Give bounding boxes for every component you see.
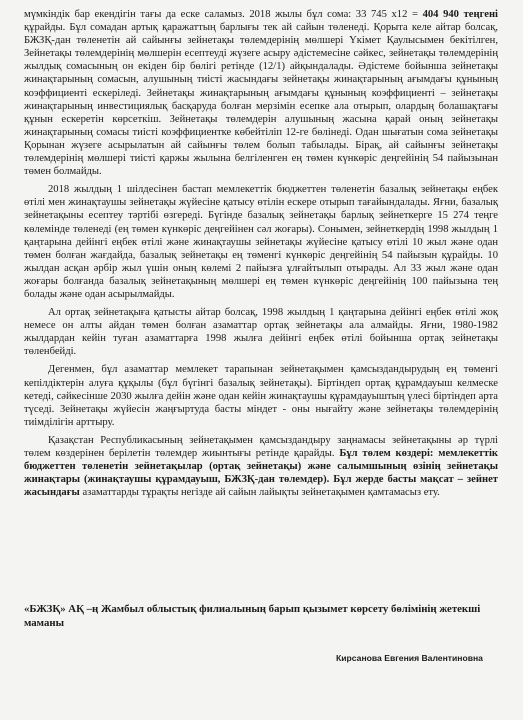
paragraph-5 bbox=[24, 434, 498, 499]
paragraph-3: Ал ортақ зейнетақыға қатысты айтар болсақ, 1998 жылдың 1 қаңтарына дейінгі еңбек өтілі жоқ немесе он алты айдан төмен болған азаматтар ортақ зейнетақы ала алмайды. Яғни, 1980-1982 жылдардан кейін туған азаматтарға 1998 жылға дейінгі еңбек өтілі бойынша ортақ зейнетақы төленбейді. bbox=[24, 307, 498, 358]
paragraph-5-bold-text: Бұл төлем көздері: мемлекеттік бюджеттен төленетін зейнетақылар (ортақ зейнетақы) және салымшының өзінің зейнетақы жинақтары (жинақтаушы құрамдауыш, БЖЗҚ-дан төлемдер). Бұл жерде басты мақсат – зейнет жасындағы bbox=[24, 448, 499, 499]
paragraph-1 bbox=[24, 8, 498, 178]
paragraph-5-text-a: Қазақстан Республикасының зейнетақымен қамсыздандыру заңнамасы зейнетақыны әр түрлі төлем көздерінен берілетін төлемдер жиынтығы ретінде қарайды. bbox=[24, 434, 498, 459]
author-position: «БЖЗҚ» АҚ –ң Жамбыл облыстық филиалының барып қызымет көрсету бөлімінің жетекші маманы bbox=[24, 603, 481, 629]
paragraph-1-text-a: мүмкіндік бар екендігін тағы да еске саламыз. 2018 жылы бұл сома: 33 745 х12 = bbox=[24, 9, 423, 20]
document-body bbox=[24, 8, 498, 499]
paragraph-2: 2018 жылдың 1 шілдесінен бастап мемлекеттік бюджеттен төленетін базалық зейнетақы еңбек өтілі мен жинақтаушы зейнетақы жүйесіне қатысу өтілін ескере отырып тағайындалады. Яғни, базалық зейнетақыны есептеу тәртібі өзгереді. Бүгінде базалық зейнетақы барлық зейнеткерге 15 274 теңге көлемінде төленеді (ең төмен күнкөріс деңгейінен сәл жоғары). Сонымен, зейнеткердің 1998 жылдың 1 қаңтарына дейінгі еңбек өтілі және жинақтаушы зейнетақы жүйесіне қатысу өтілі 10 жыл және одан төмен болған жағдайда, базалық зейнетақы ең төменгі күнкөріс деңгейінің 54 пайызын құрайды. 10 жылдан асқан әрбір жыл үшін оның көлемі 2 пайызға ұлғайтылып отырады. Ал 33 жыл және одан жоғары болғанда базалық зейнетақының мөлшері ең төмен күнкөріс деңгейінің 100 пайызына тең болады және одан асырылмайды. bbox=[24, 184, 498, 300]
paragraph-1-amount: 404 940 теңгені bbox=[422, 9, 498, 20]
paragraph-1-text-c: құрайды. Бұл сомадан артық қаражаттың барлығы тек ай сайын төленеді. Қорыта келе айтар болсақ, БЖЗҚ-дан төленетін ай сайынғы зейнетақы төлемдерінің мөлшері Үкімет Қаулысымен бекітілген, Зейнетақы төлемдерінің мөлшерін есептеуді жүзеге асыру әдістемесіне сәйкес, зейнетақы төлемдерінің жылдық сомасының он екіден бір бөлігі ретінде (12/1) айқындалады. Әдістеме бойынша зейнетақы жинақтарының сомасын, алушының тиісті жасындағы зейнетақы жинақтарының ағымдағы құнының коэффициенті ескеріледі. Зейнетақы жинақтарының ағымдағы құнының коэффициенті – зейнетақы жинақтарының инвестициялық басқаруда болған мерзімін есепке ала отырып, олардың болашақтағы құнын ескеретін көрсеткіш. Зейнетақы төлемдерін алушының жасына қарай оның зейнетақы жинақтарының сомасы тиісті коэффициентке көбейтіліп 12-ге бөлінеді. Одан шығатын сома зейнетақы Қорынан жүзеге асырылатын ай сайынғы төлем болып табылады. Бірақ, ай сайынғы зейнетақы төлемдерінің мөлшері тиісті қаржы жылына белгіленген ең төмен күнкөріс деңгейінің 54 пайызынан төмен болмайды. bbox=[24, 22, 498, 178]
paragraph-4: Дегенмен, бұл азаматтар мемлекет тарапынан зейнетақымен қамсыздандырудың ең төменгі кепілдіктерін алуға құқылы (бұл бүгінгі базалық зейнетақы). Біртіндеп ортақ құрамдауыш келмеске кетеді, сәйкесінше 2030 жылға дейін және одан кейін жинақтаушы құрамдауыштың үлесі біртіндеп арта түседі. Зейнетақы жүйесін жаңғыртуда басты міндет - оны нығайту және зейнетақы төлемдерінің тиімділігін арттыру. bbox=[24, 364, 498, 428]
paragraph-5-text-c: азаматтарды тұрақты негізде ай сайын лайықты зейнетақымен қамтамасыз ету. bbox=[79, 487, 440, 499]
author-signature-name: Кирсанова Евгения Валентиновна bbox=[336, 653, 483, 663]
